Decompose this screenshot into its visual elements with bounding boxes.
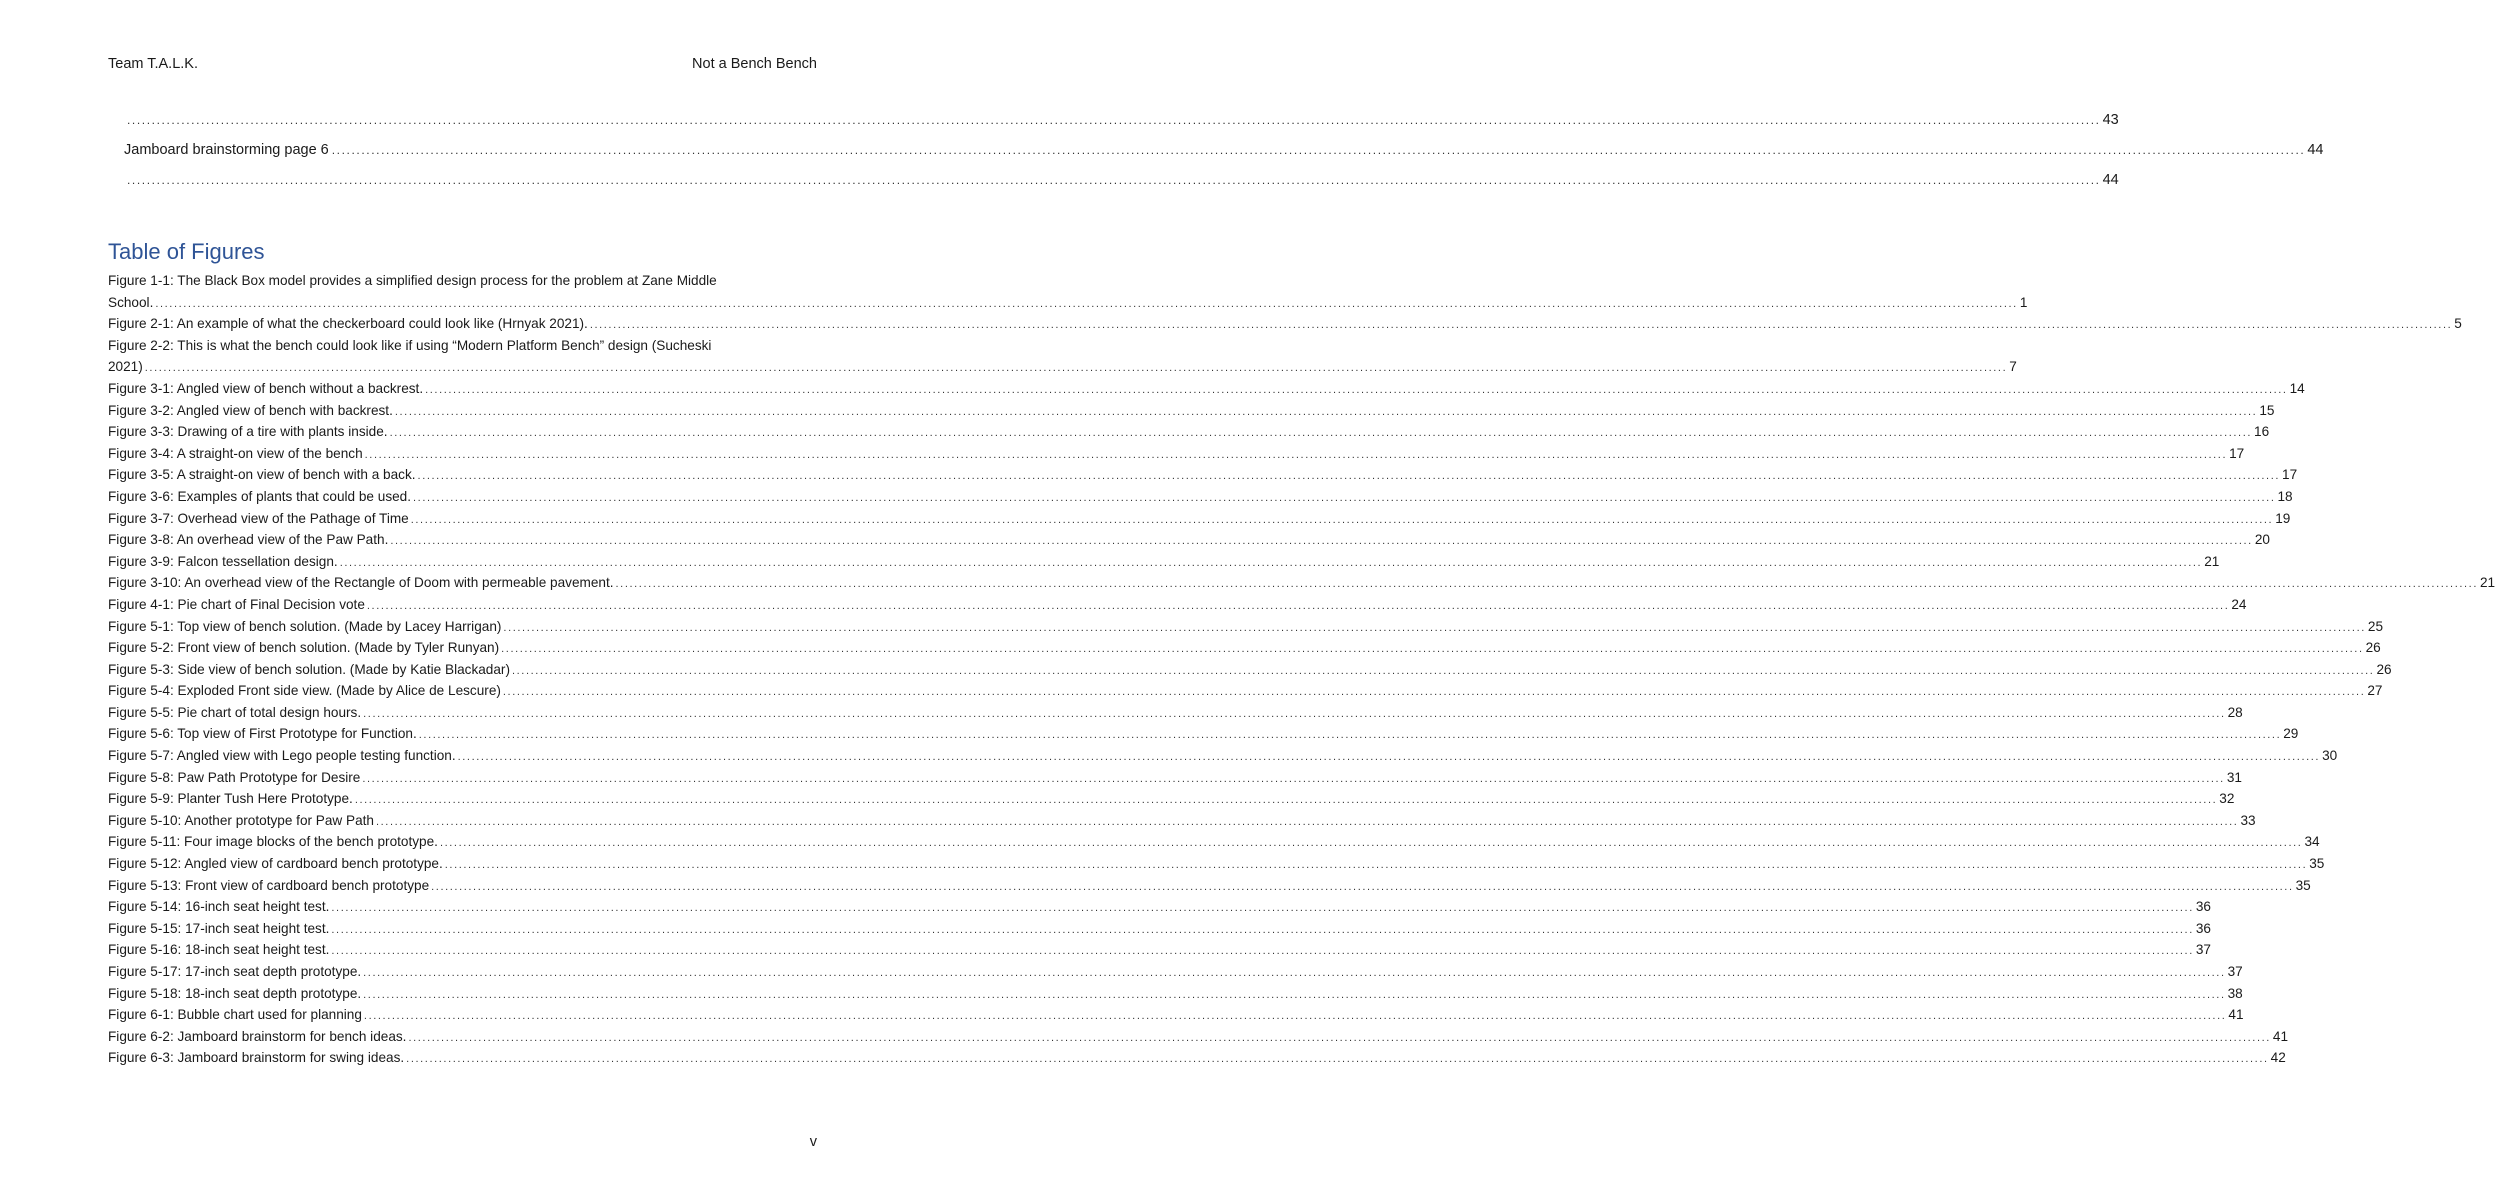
figure-entry-label: Figure 5-12: Angled view of cardboard bench prototype. [108,856,443,872]
figure-entry-label: Figure 3-5: A straight-on view of bench with a back. [108,467,416,483]
figure-entry[interactable] [108,335,2017,378]
figure-entry-page: 34 [2304,834,2320,850]
dot-leader: ................................................................................................................................................................................................................................................................................................................................................................................................................ [390,535,2253,548]
figure-entry[interactable] [108,702,2243,724]
dot-leader: ................................................................................................................................................................................................................................................................................................................................................................................................................ [376,815,2239,828]
figure-entry-page: 41 [2272,1028,2289,1044]
figure-entry-label: Figure 3-1: Angled view of bench without a backrest. [108,380,424,396]
figure-entry-label: Figure 3-9: Falcon tessellation design. [108,553,338,569]
figure-entry-label: Figure 5-3: Side view of bench solution. (Made by Katie Blackadar) [108,661,510,677]
dot-leader: ................................................................................................................................................................................................................................................................................................................................................................................................................ [364,448,2228,461]
figure-entry-page: 36 [2195,920,2211,936]
toc-entry-page: 43 [2102,112,2119,128]
toc-entry[interactable] [124,170,2119,200]
figure-entry-label: Figure 5-1: Top view of bench solution. (Made by Lacey Harrigan) [108,618,502,634]
figure-entry-label: Figure 6-3: Jamboard brainstorm for swing ideas. [108,1050,405,1066]
figure-entry-label: 2021) [108,359,143,375]
header-document-title: Not a Bench Bench [692,56,817,72]
dot-leader: ................................................................................................................................................................................................................................................................................................................................................................................................................ [589,319,2453,332]
figure-entry-page: 27 [2367,683,2383,699]
figure-entry-page: 24 [2231,596,2247,612]
figure-entry-label: Figure 5-4: Exploded Front side view. (Made by Alice de Lescure) [108,683,501,699]
figure-entry-label: Figure 5-13: Front view of cardboard bench prototype [108,877,430,893]
figure-entry-page: 7 [2009,359,2017,375]
figure-entry-page: 32 [2219,791,2235,807]
figure-entry[interactable] [108,529,2270,551]
dot-leader: ................................................................................................................................................................................................................................................................................................................................................................................................................ [410,513,2274,526]
figure-entry[interactable] [108,637,2381,659]
figure-entry[interactable] [108,767,2242,789]
dot-leader: ................................................................................................................................................................................................................................................................................................................................................................................................................ [408,1031,2271,1044]
dot-leader: ................................................................................................................................................................................................................................................................................................................................................................................................................ [417,470,2281,483]
figure-entry-page: 37 [2227,964,2243,979]
figure-entry-page: 21 [2204,553,2220,569]
figure-entry[interactable] [108,551,2220,573]
dot-leader: ................................................................................................................................................................................................................................................................................................................................................................................................................ [389,427,2253,440]
dot-leader: ................................................................................................................................................................................................................................................................................................................................................................................................................ [354,794,2218,807]
dot-leader: ................................................................................................................................................................................................................................................................................................................................................................................................................ [155,297,2018,310]
figure-entry[interactable] [108,810,2256,832]
dot-leader: ................................................................................................................................................................................................................................................................................................................................................................................................................ [502,686,2366,699]
figure-entry-label: Figure 5-5: Pie chart of total design hours. [108,704,362,720]
figure-entry-page: 17 [2282,467,2298,483]
figure-entry[interactable] [108,831,2320,853]
figure-entry-label: School. [108,294,154,310]
toc-entry[interactable] [124,140,2324,170]
figure-entry-label: Figure 5-7: Angled view with Lego people testing function. [108,748,456,764]
dot-leader: ................................................................................................................................................................................................................................................................................................................................................................................................................ [362,772,2225,785]
figure-entry-label: Figure 5-18: 18-inch seat depth prototype. [108,985,362,1001]
figure-entry-label: Figure 3-4: A straight-on view of the bench [108,445,363,461]
figure-entry[interactable] [108,939,2211,961]
figure-entry-page: 28 [2227,704,2243,720]
dot-leader: ................................................................................................................................................................................................................................................................................................................................................................................................................ [394,405,2258,418]
figure-entry[interactable] [108,400,2275,422]
figure-entry-label: Figure 3-6: Examples of plants that could be used. [108,488,412,504]
figure-entry-label: Figure 5-16: 18-inch seat height test. [108,942,330,958]
figure-entry-page: 29 [2283,726,2299,742]
figure-entry-label: Figure 6-2: Jamboard brainstorm for bench ideas. [108,1028,407,1044]
figure-entry[interactable] [108,486,2293,508]
figure-entry-page: 38 [2227,985,2243,1001]
figure-entry-page: 31 [2226,769,2242,785]
dot-leader: ................................................................................................................................................................................................................................................................................................................................................................................................................ [331,923,2194,936]
dot-leader: ................................................................................................................................................................................................................................................................................................................................................................................................................ [127,173,2101,187]
dot-leader: ................................................................................................................................................................................................................................................................................................................................................................................................................ [366,599,2230,612]
figure-entry-page: 5 [2454,316,2462,332]
figure-entry[interactable] [108,1004,2244,1026]
figure-entry-label: Figure 6-1: Bubble chart used for planning [108,1007,362,1023]
dot-leader: ................................................................................................................................................................................................................................................................................................................................................................................................................ [425,383,2288,396]
figure-entry-page: 30 [2322,748,2338,764]
dot-leader: ................................................................................................................................................................................................................................................................................................................................................................................................................ [363,967,2226,979]
figure-entry-page: 42 [2270,1050,2286,1066]
figure-entry-label: Figure 4-1: Pie chart of Final Decision vote [108,596,365,612]
toc-entry-page: 44 [2307,142,2324,158]
figure-entry[interactable] [108,1026,2289,1048]
page-header [108,56,817,76]
figure-entry-label: Figure 5-11: Four image blocks of the bench prototype. [108,834,438,850]
figure-entry-label: Figure 5-15: 17-inch seat height test. [108,920,330,936]
figure-entry[interactable] [108,270,2028,313]
figure-entry[interactable] [108,853,2325,875]
figure-entry[interactable] [108,918,2211,940]
figure-entry-first-line: Figure 2-2: This is what the bench could look like if using “Modern Platform Bench” design (Sucheski [108,337,712,353]
figure-entry[interactable] [108,313,2462,335]
dot-leader: ................................................................................................................................................................................................................................................................................................................................................................................................................ [127,113,2101,127]
figure-entry-label: Figure 3-8: An overhead view of the Paw Path. [108,532,389,548]
figure-entry-label: Figure 5-14: 16-inch seat height test. [108,899,330,915]
dot-leader: ................................................................................................................................................................................................................................................................................................................................................................................................................ [431,880,2294,893]
dot-leader: ................................................................................................................................................................................................................................................................................................................................................................................................................ [331,143,2306,157]
figure-entry-label: Figure 3-3: Drawing of a tire with plants inside. [108,424,388,440]
figure-entry-label: Figure 5-17: 17-inch seat depth prototype. [108,964,362,979]
figure-entry[interactable] [108,680,2383,702]
figure-entry-label: Figure 5-8: Paw Path Prototype for Desire [108,769,361,785]
dot-leader: ................................................................................................................................................................................................................................................................................................................................................................................................................ [418,729,2282,742]
figure-entry[interactable] [108,896,2211,918]
figure-entry-label: Figure 3-2: Angled view of bench with backrest. [108,402,393,418]
dot-leader: ................................................................................................................................................................................................................................................................................................................................................................................................................ [503,621,2366,634]
figure-entry-label: Figure 5-10: Another prototype for Paw Path [108,812,374,828]
figure-entry[interactable] [108,983,2243,1005]
figure-entry-page: 26 [2376,661,2392,677]
figure-entry[interactable] [108,961,2243,983]
figure-entry-label: Figure 5-2: Front view of bench solution. (Made by Tyler Runyan) [108,640,500,656]
dot-leader: ................................................................................................................................................................................................................................................................................................................................................................................................................ [413,491,2276,504]
figure-entry-label: Figure 3-10: An overhead view of the Rectangle of Doom with permeable pavement. [108,575,614,591]
table-of-figures-heading: Table of Figures [108,239,265,264]
figure-entry-page: 21 [2480,575,2495,591]
figure-entry-first-line: Figure 1-1: The Black Box model provides a simplified design process for the problem at Zane Middle [108,273,717,288]
figure-entry-page: 33 [2240,812,2256,828]
dot-leader: ................................................................................................................................................................................................................................................................................................................................................................................................................ [444,859,2308,872]
dot-leader: ................................................................................................................................................................................................................................................................................................................................................................................................................ [363,988,2226,1001]
figure-entry[interactable] [108,875,2311,897]
toc-entry-page: 44 [2102,172,2119,188]
page-number: v [809,1134,817,1150]
figure-entry-page: 26 [2365,640,2381,656]
dot-leader: ................................................................................................................................................................................................................................................................................................................................................................................................................ [501,643,2364,656]
dot-leader: ................................................................................................................................................................................................................................................................................................................................................................................................................ [331,902,2194,915]
figure-entry[interactable] [108,788,2235,810]
figure-entry-page: 37 [2195,942,2211,958]
dot-leader: ................................................................................................................................................................................................................................................................................................................................................................................................................ [363,1010,2227,1023]
figure-entry-page: 35 [2309,856,2325,872]
dot-leader: ................................................................................................................................................................................................................................................................................................................................................................................................................ [457,751,2321,764]
dot-leader: ................................................................................................................................................................................................................................................................................................................................................................................................................ [511,664,2375,677]
figure-entry-page: 35 [2295,877,2311,893]
figure-entry-label: Figure 5-6: Top view of First Prototype for Function. [108,726,417,742]
figure-entry-page: 16 [2254,424,2270,440]
figure-entry-page: 15 [2259,402,2275,418]
figure-entry-page: 20 [2254,532,2270,548]
toc-entry-label: Jamboard brainstorming page 6 [124,142,329,158]
figure-entry[interactable] [108,659,2392,681]
figure-entry[interactable] [108,1047,2286,1069]
figure-entry[interactable] [108,572,2495,594]
figure-entry-page: 14 [2289,380,2305,396]
figure-entry-page: 19 [2275,510,2291,526]
figure-entry[interactable] [108,745,2338,767]
figure-entry[interactable] [108,421,2270,443]
dot-leader: ................................................................................................................................................................................................................................................................................................................................................................................................................ [363,707,2226,720]
dot-leader: ................................................................................................................................................................................................................................................................................................................................................................................................................ [406,1053,2269,1066]
figure-entry-label: Figure 2-1: An example of what the checkerboard could look like (Hrnyak 2021). [108,316,588,332]
figure-entry[interactable] [108,464,2298,486]
dot-leader: ................................................................................................................................................................................................................................................................................................................................................................................................................ [439,837,2303,850]
figure-entry-label: Figure 5-9: Planter Tush Here Prototype. [108,791,353,807]
header-team-name: Team T.A.L.K. [108,56,198,72]
figure-entry[interactable] [108,594,2247,616]
figure-entry[interactable] [108,508,2291,530]
figure-entry[interactable] [108,616,2384,638]
dot-leader: ................................................................................................................................................................................................................................................................................................................................................................................................................ [331,945,2194,958]
dot-leader: ................................................................................................................................................................................................................................................................................................................................................................................................................ [615,578,2478,591]
table-of-contents-tail [124,110,2324,200]
figure-entry[interactable] [108,378,2305,400]
figure-entry-page: 25 [2367,618,2384,634]
dot-leader: ................................................................................................................................................................................................................................................................................................................................................................................................................ [339,556,2203,569]
dot-leader: ................................................................................................................................................................................................................................................................................................................................................................................................................ [144,362,2008,375]
figure-entry-page: 18 [2277,488,2293,504]
toc-entry[interactable] [124,110,2119,140]
figure-entry[interactable] [108,723,2299,745]
figure-entry-page: 17 [2229,445,2245,461]
figure-entry-page: 1 [2019,294,2028,310]
figure-entry-label: Figure 3-7: Overhead view of the Pathage of Time [108,510,409,526]
figure-entry-page: 36 [2195,899,2211,915]
figure-entry-page: 41 [2228,1007,2244,1023]
figure-entry[interactable] [108,443,2245,465]
table-of-figures-list [108,270,2495,1069]
